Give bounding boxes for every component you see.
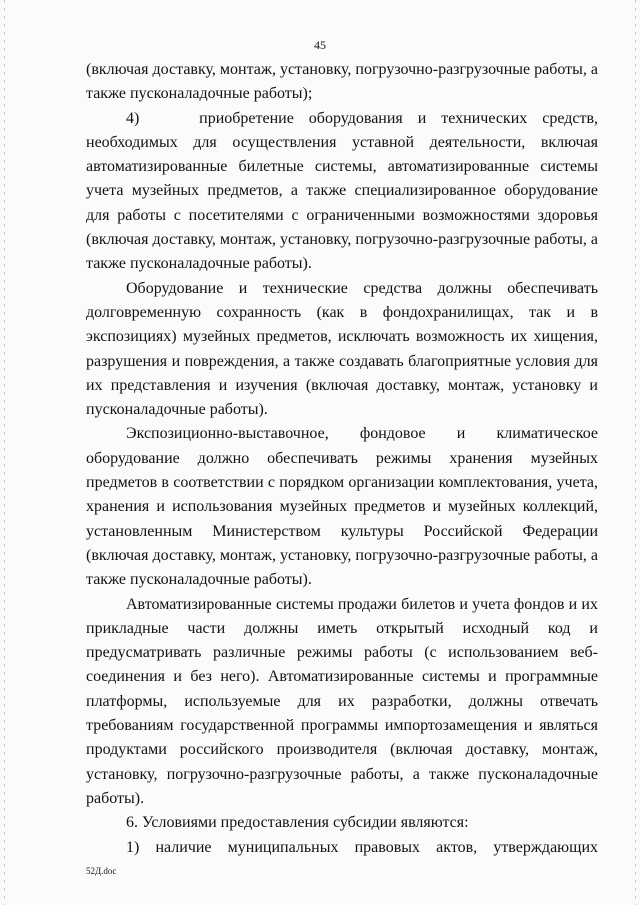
- scan-edge-left: [4, 0, 5, 905]
- paragraph-subsidy-conditions: 6. Условиями предоставления субсидии являются:: [126, 814, 469, 832]
- document-body: [86, 58, 598, 860]
- paragraph-continuation: (включая доставку, монтаж, установку, погрузочно-разгрузочные работы, а также пусконаладочные работы);: [86, 61, 598, 103]
- scan-edge-right: [635, 0, 636, 905]
- paragraph-equipment-requirements: Оборудование и технические средства должны обеспечивать долговременную сохранность (как в фондохранилищах, так и в экспозициях) музейных предметов, исключать возможность их хищения, разрушения и повреждения, а также создавать благоприятные условия для их представления и изучения (включая доставку, монтаж, установку и пусконаладочные работы).: [86, 279, 598, 419]
- paragraph-exhibition-equipment: Экспозиционно-выставочное, фондовое и климатическое оборудование должно обеспечивать режимы хранения музейных предметов в соответствии с порядком организации комплектования, учета, хранения и использования музейных предметов и музейных коллекций, установленным Министерством культуры Российской Федерации (включая доставку, монтаж, установку, погрузочно-разгрузочные работы, а также пусконаладочные работы).: [86, 425, 598, 589]
- footer-filename: 52Д.doc: [86, 866, 117, 876]
- page-number: 45: [314, 38, 326, 52]
- paragraph-automated-systems: Автоматизированные системы продажи билетов и учета фондов и их прикладные части должны иметь открытый исходный код и предусматривать различные режимы работы (с использованием веб-соединения и без него). Автоматизированные системы и программные платформы, используемые для их разработки, должны отвечать требованиям государственной программы импортозамещения и являться продуктами российского производителя (включая доставку, монтаж, установку, погрузочно-разгрузочные работы, а также пусконаладочные работы).: [86, 595, 598, 807]
- paragraph-condition-1: 1) наличие муниципальных правовых актов, утверждающих: [126, 838, 598, 856]
- paragraph-item-4: 4) приобретение оборудования и технических средств, необходимых для осуществления уставной деятельности, включая автоматизированные билетные системы, автоматизированные системы учета музейных предметов, а также специализированное оборудование для работы с посетителями с ограниченными возможностями здоровья (включая доставку, монтаж, установку, погрузочно-разгрузочные работы, а также пусконаладочные работы).: [86, 109, 598, 273]
